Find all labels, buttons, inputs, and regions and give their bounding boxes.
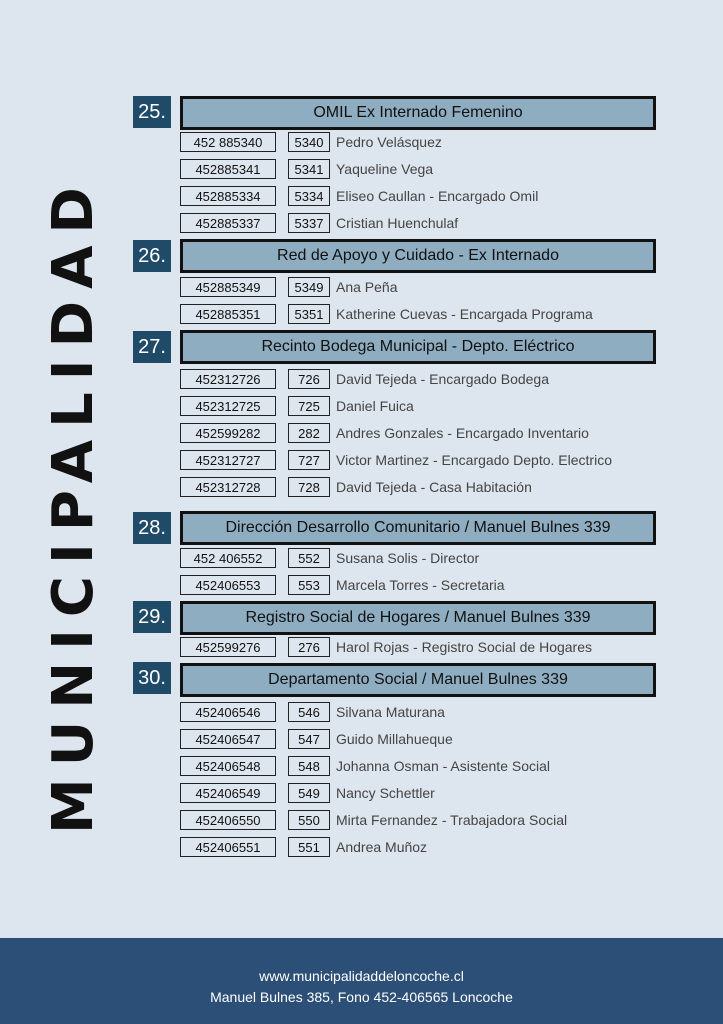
section-number: 28. [133,512,171,544]
contact-name: Daniel Fuica [336,398,414,414]
phone-number: 452406550 [180,810,276,830]
section-number: 30. [133,662,171,694]
list-item [0,369,723,391]
phone-number: 452406548 [180,756,276,776]
list-item [0,186,723,208]
phone-number: 452885351 [180,304,276,324]
contact-name: David Tejeda - Encargado Bodega [336,371,550,387]
contact-name: Andres Gonzales - Encargado Inventario [336,425,589,441]
phone-number: 452885334 [180,186,276,206]
contact-name: Silvana Maturana [336,704,445,720]
phone-number: 452 406552 [180,548,276,568]
footer-address: Manuel Bulnes 385, Fono 452-406565 Loncoche [210,989,513,1005]
phone-number: 452599282 [180,423,276,443]
list-item [0,837,723,859]
list-item [0,548,723,570]
footer [0,938,723,1024]
section-title: Registro Social de Hogares / Manuel Bulnes 339 [180,601,656,635]
phone-number: 452 885340 [180,132,276,152]
list-item [0,159,723,181]
section-number: 26. [133,240,171,272]
section-title: OMIL Ex Internado Femenino [180,96,656,130]
phone-number: 452406551 [180,837,276,857]
extension: 550 [288,810,330,830]
contact-name: Eliseo Caullan - Encargado Omil [336,188,539,204]
phone-number: 452312726 [180,369,276,389]
contact-name: Yaqueline Vega [336,161,434,177]
section-number: 29. [133,601,171,633]
phone-number: 452406549 [180,783,276,803]
extension: 547 [288,729,330,749]
contact-name: Nancy Schettler [336,785,435,801]
list-item [0,450,723,472]
phone-number: 452406553 [180,575,276,595]
contact-name: Mirta Fernandez - Trabajadora Social [336,812,568,828]
section-number: 25. [133,96,171,128]
contact-name: Susana Solis - Director [336,550,480,566]
phone-number: 452312728 [180,477,276,497]
phone-number: 452885341 [180,159,276,179]
phone-number: 452599276 [180,637,276,657]
list-item [0,783,723,805]
extension: 725 [288,396,330,416]
contact-name: Victor Martinez - Encargado Depto. Electrico [336,452,612,468]
phone-number: 452885349 [180,277,276,297]
list-item [0,423,723,445]
side-title: MUNICIPALIDAD [41,175,106,835]
footer-website[interactable]: www.municipalidaddeloncoche.cl [259,968,464,984]
phone-number: 452312725 [180,396,276,416]
contact-name: Andrea Muñoz [336,839,428,855]
section-title: Recinto Bodega Municipal - Depto. Eléctrico [180,330,656,364]
extension: 549 [288,783,330,803]
extension: 5351 [288,304,330,324]
section-title: Red de Apoyo y Cuidado - Ex Internado [180,239,656,273]
extension: 5334 [288,186,330,206]
extension: 546 [288,702,330,722]
list-item [0,637,723,659]
extension: 282 [288,423,330,443]
list-item [0,729,723,751]
contact-name: Marcela Torres - Secretaria [336,577,505,593]
extension: 553 [288,575,330,595]
list-item [0,304,723,326]
list-item [0,702,723,724]
extension: 276 [288,637,330,657]
list-item [0,396,723,418]
list-item [0,213,723,235]
contact-name: Johanna Osman - Asistente Social [336,758,551,774]
extension: 5349 [288,277,330,297]
phone-number: 452885337 [180,213,276,233]
list-item [0,756,723,778]
extension: 727 [288,450,330,470]
extension: 728 [288,477,330,497]
contact-name: Pedro Velásquez [336,134,442,150]
list-item [0,277,723,299]
extension: 5337 [288,213,330,233]
contact-name: Guido Millahueque [336,731,453,747]
section-title: Dirección Desarrollo Comunitario / Manuel Bulnes 339 [180,511,656,545]
phone-number: 452406547 [180,729,276,749]
extension: 551 [288,837,330,857]
extension: 5340 [288,132,330,152]
extension: 5341 [288,159,330,179]
list-item [0,810,723,832]
phone-number: 452312727 [180,450,276,470]
list-item [0,477,723,499]
list-item [0,132,723,154]
section-number: 27. [133,331,171,363]
extension: 726 [288,369,330,389]
section-title: Departamento Social / Manuel Bulnes 339 [180,663,656,697]
contact-name: David Tejeda - Casa Habitación [336,479,532,495]
extension: 552 [288,548,330,568]
extension: 548 [288,756,330,776]
contact-name: Cristian Huenchulaf [336,215,459,231]
contact-name: Ana Peña [336,279,398,295]
contact-name: Harol Rojas - Registro Social de Hogares [336,639,592,655]
list-item [0,575,723,597]
phone-number: 452406546 [180,702,276,722]
contact-name: Katherine Cuevas - Encargada Programa [336,306,593,322]
